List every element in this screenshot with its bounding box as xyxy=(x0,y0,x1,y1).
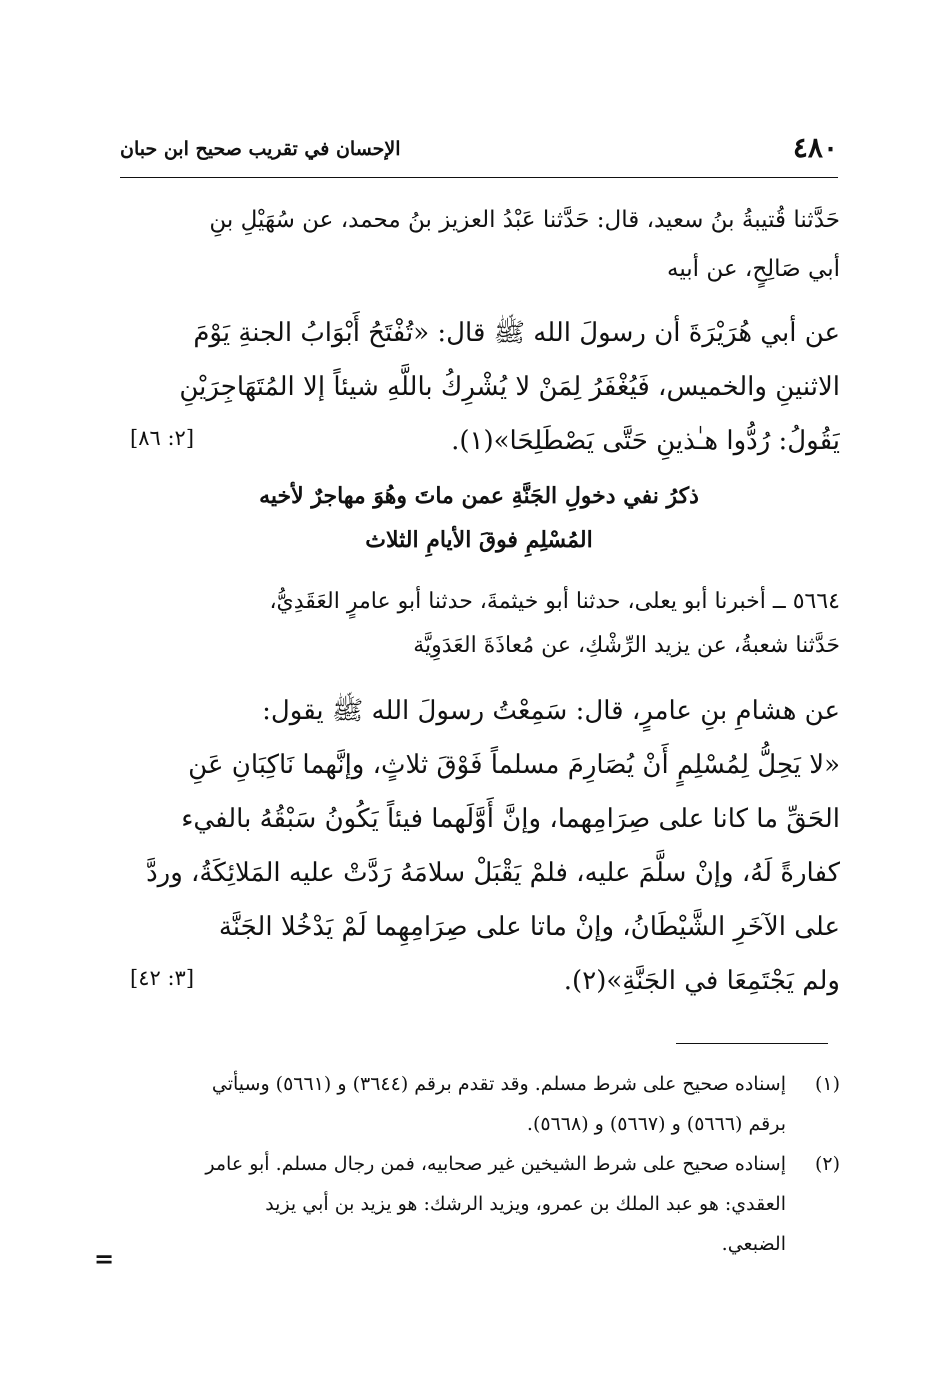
footnote-rule xyxy=(676,1043,828,1044)
continuation-mark: = xyxy=(94,1244,115,1273)
footnote-line: الضبعي. xyxy=(721,1233,786,1255)
text-line: عن أبي هُرَيْرَةَ أن رسولَ الله ﷺ قال: «تُفْتَحُ أَبْوَابُ الجنةِ يَوْمَ xyxy=(193,318,840,348)
footnote-number: (١) xyxy=(814,1073,840,1095)
text-line: على الآخَرِ الشَّيْطَانُ، وإنْ ماتا على صِرَامِهِما لَمْ يَدْخُلا الجَنَّة xyxy=(218,912,840,942)
chapter-heading-line-2: المُسْلِمِ فوقَ الأيامِ الثلاث xyxy=(365,527,593,553)
chapter-heading-line-1: ذكرُ نفي دخولِ الجَنَّةِ عمن ماتَ وهُوَ مهاجرٌ لأخيه xyxy=(259,483,699,509)
footnote-2 xyxy=(118,1144,842,1264)
text-line: أبي صَالِحٍ، عن أبيه xyxy=(666,256,840,282)
text-line: ٥٦٦٤ ــ أخبرنا أبو يعلى، حدثنا أبو خيثمةَ، حدثنا أبو عامرٍ العَقَدِيُّ، xyxy=(269,589,840,614)
footnote-line: العقدي: هو عبد الملك بن عمرو، ويزيد الرشك: هو يزيد بن أبي يزيد xyxy=(265,1193,786,1215)
text-line: ولم يَجْتَمِعَا في الجَنَّةِ»(٢). xyxy=(563,966,840,996)
text-line: حَدَّثنا قُتيبةُ بنُ سعيد، قال: حَدَّثنا عَبْدُ العزيز بنُ محمد، عن سُهَيْلِ بنِ xyxy=(209,207,840,233)
hadith-1-matn xyxy=(118,306,840,468)
text-line: الاثنينِ والخميس، فَيُغْفَرُ لِمَنْ لا يُشْرِكُ باللَّهِ شيئاً إلا المُتَهَاجِرَيْنِ xyxy=(179,372,840,402)
hadith-1-reference: [٢: ٨٦] xyxy=(130,426,195,450)
page-header xyxy=(120,128,838,176)
footnote-number: (٢) xyxy=(814,1153,840,1175)
running-title: الإحسان في تقريب صحيح ابن حبان xyxy=(120,138,401,160)
footnote-line: برقم (٥٦٦٦) و (٥٦٦٧) و (٥٦٦٨). xyxy=(526,1113,786,1135)
header-rule xyxy=(120,177,838,178)
hadith-2-matn xyxy=(118,684,840,1008)
footnotes xyxy=(118,1064,842,1264)
text-line: «لا يَحِلُّ لِمُسْلِمٍ أَنْ يُصَارِمَ مسلماً فَوْقَ ثلاثٍ، وإنَّهما نَاكِبَانِ عَنِ xyxy=(188,750,840,780)
text-line: حَدَّثنا شعبةُ، عن يزيد الرِّشْكِ، عن مُعاذَةَ العَدَوِيَّة xyxy=(413,633,840,658)
footnote-line: إسناده صحيح على شرط الشيخين غير صحابيه، فمن رجال مسلم. أبو عامر xyxy=(205,1153,786,1175)
footnote-1 xyxy=(118,1064,842,1144)
text-line: الحَقِّ ما كانا على صِرَامِهما، وإنَّ أَوَّلَهما فيئاً يَكُونُ سَبْقُهُ بالفيء xyxy=(181,804,840,834)
page-number: ٤٨٠ xyxy=(792,131,838,164)
hadith-1-isnad xyxy=(118,196,840,294)
text-line: كفارةً لَهُ، وإنْ سلَّمَ عليه، فلمْ يَقْبَلْ سلامَهُ رَدَّتْ عليه المَلائِكَةُ، وردَّ xyxy=(146,858,840,888)
hadith-2-reference: [٣: ٤٢] xyxy=(130,966,195,990)
text-line: عن هشامِ بنِ عامرٍ، قال: سَمِعْتُ رسولَ الله ﷺ يقول: xyxy=(262,696,840,726)
hadith-2-isnad xyxy=(118,580,840,668)
footnote-line: إسناده صحيح على شرط مسلم. وقد تقدم برقم (٣٦٤٤) و (٥٦٦١) وسيأتي xyxy=(211,1073,786,1095)
text-line: يَقُولُ: رُدُّوا هـٰذينِ حَتَّى يَصْطَلِحَا»(١). xyxy=(451,426,840,456)
